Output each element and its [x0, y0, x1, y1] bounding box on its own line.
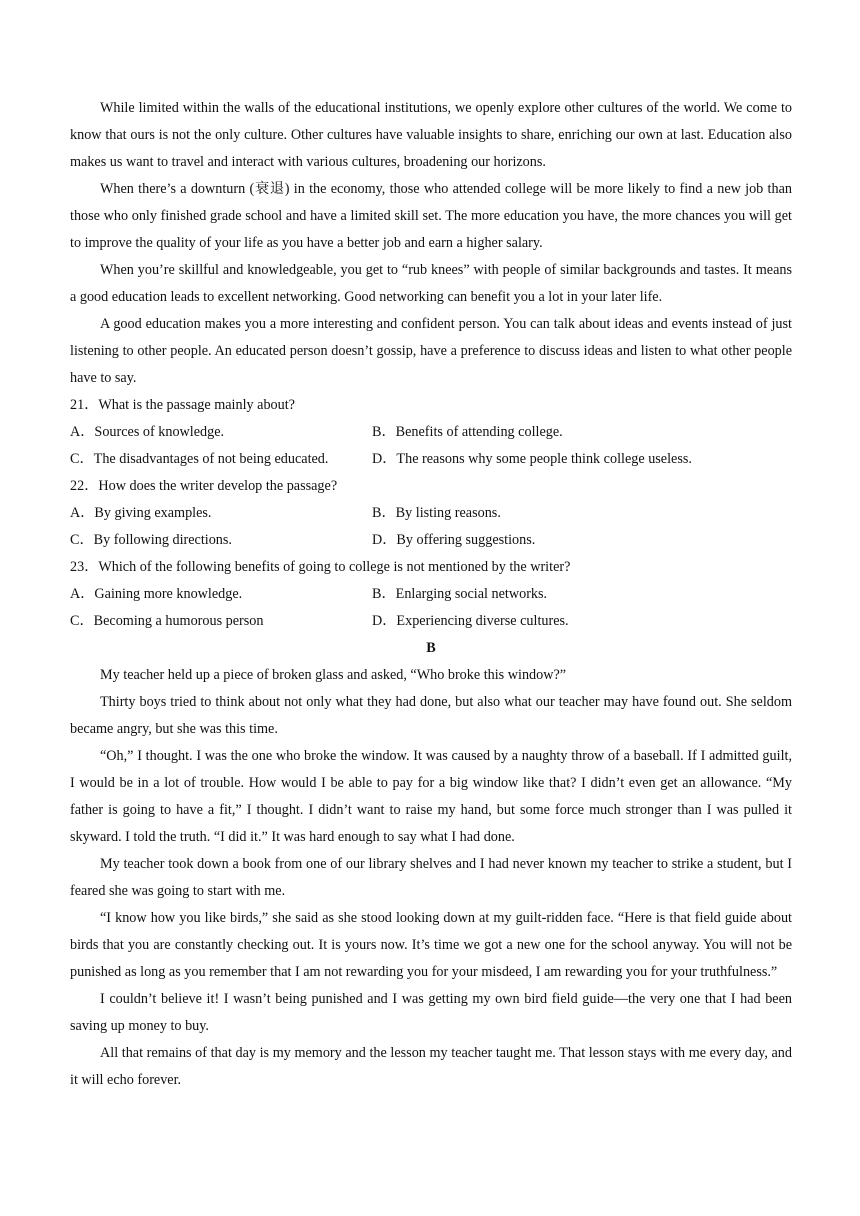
question-stem: 21．What is the passage mainly about? [70, 397, 295, 413]
passage-a-paragraph: A good education makes you a more interesting and confident person. You can talk about ideas and events instead of just listening to other people. An educated person doesn’t gossip, have a preference to discuss ideas and listen to what other people have to say. [70, 316, 792, 386]
option-b: B．Enlarging social networks. [372, 586, 548, 602]
option-b: B．By listing reasons. [372, 505, 501, 521]
option-b: B．Benefits of attending college. [372, 424, 563, 440]
answer-options [70, 581, 792, 635]
passage-b-paragraph: All that remains of that day is my memory and the lesson my teacher taught me. That lesson stays with me every day, and it will echo forever. [70, 1045, 792, 1088]
document-page [70, 95, 792, 1094]
passage-a-paragraph: When there’s a downturn (衰退) in the economy, those who attended college will be more likely to find a new job than those who only finished grade school and have a limited skill set. The more education you have, the more chances you will get to improve the quality of your life as you have a better job and earn a higher salary. [70, 181, 792, 251]
option-d: D．By offering suggestions. [372, 532, 536, 548]
passage-b-paragraph: Thirty boys tried to think about not only what they had done, but also what our teacher may have found out. She seldom became angry, but she was this time. [70, 694, 792, 737]
option-a: A．By giving examples. [70, 505, 212, 521]
option-c: C．Becoming a humorous person [70, 613, 264, 629]
question-22 [70, 473, 792, 554]
passage-b-paragraph: My teacher took down a book from one of our library shelves and I had never known my teacher to strike a student, but I feared she was going to start with me. [70, 856, 792, 899]
passage-a-paragraph: When you’re skillful and knowledgeable, you get to “rub knees” with people of similar backgrounds and tastes. It means a good education leads to excellent networking. Good networking can benefit you a lot in your later life. [70, 262, 792, 305]
passage-b-paragraph: I couldn’t believe it! I wasn’t being punished and I was getting my own bird field guide—the very one that I had been saving up money to buy. [70, 991, 792, 1034]
option-a: A．Gaining more knowledge. [70, 586, 243, 602]
option-a: A．Sources of knowledge. [70, 424, 225, 440]
option-d: D．The reasons why some people think college useless. [372, 451, 692, 467]
question-stem: 22．How does the writer develop the passage? [70, 478, 338, 494]
passage-b-paragraph: “I know how you like birds,” she said as she stood looking down at my guilt-ridden face. “Here is that field guide about birds that you are constantly checking out. It is yours now. It’s time we got a new one for the school anyway. You will not be punished as long as you remember that I am not rewarding you for your misdeed, I am rewarding you for your truthfulness.” [70, 910, 792, 980]
passage-a-paragraph: While limited within the walls of the educational institutions, we openly explore other cultures of the world. We come to know that ours is not the only culture. Other cultures have valuable insights to share, enriching our own at last. Education also makes us want to travel and interact with various cultures, broadening our horizons. [70, 100, 792, 170]
section-b-title: B [426, 640, 436, 656]
passage-b-paragraph: “Oh,” I thought. I was the one who broke the window. It was caused by a naughty throw of a baseball. If I admitted guilt, I would be in a lot of trouble. How would I be able to pay for a big window like that? I didn’t even get an allowance. “My father is going to have a fit,” I thought. I didn’t want to raise my hand, but some force much stronger than I was pulled it skyward. I told the truth. “I did it.” It was hard enough to say what I had done. [70, 748, 792, 845]
option-c: C．By following directions. [70, 532, 232, 548]
passage-b-paragraph: My teacher held up a piece of broken glass and asked, “Who broke this window?” [100, 667, 567, 683]
option-c: C．The disadvantages of not being educated. [70, 451, 329, 467]
answer-options [70, 500, 792, 554]
question-23 [70, 554, 792, 635]
option-d: D．Experiencing diverse cultures. [372, 613, 569, 629]
question-stem: 23．Which of the following benefits of going to college is not mentioned by the writer? [70, 559, 571, 575]
answer-options [70, 419, 792, 473]
question-21 [70, 392, 792, 473]
